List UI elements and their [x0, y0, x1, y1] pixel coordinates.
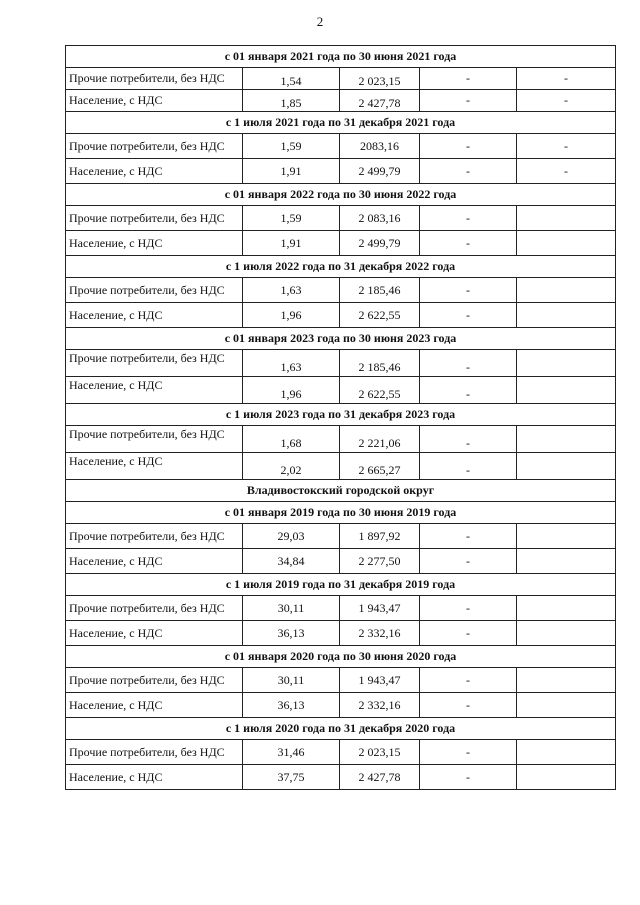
tariff-value-1: 1,63	[243, 278, 340, 303]
tariff-value-2: 2 332,16	[340, 621, 420, 646]
table-row	[66, 350, 616, 377]
tariff-value-3: -	[420, 350, 517, 377]
tariff-value-4	[517, 668, 616, 693]
consumer-category: Население, с НДС	[66, 303, 243, 328]
tariff-value-2: 2 083,16	[340, 206, 420, 231]
tariff-value-1: 1,54	[243, 68, 340, 90]
tariff-value-3: -	[420, 303, 517, 328]
period-header-row	[66, 574, 616, 596]
tariff-value-1: 29,03	[243, 524, 340, 549]
tariff-value-2: 2 023,15	[340, 68, 420, 90]
tariff-value-1: 1,96	[243, 303, 340, 328]
tariff-value-3: -	[420, 740, 517, 765]
period-header-row	[66, 112, 616, 134]
tariff-value-2: 2 185,46	[340, 350, 420, 377]
tariff-value-2: 2 332,16	[340, 693, 420, 718]
tariff-value-2: 2 427,78	[340, 90, 420, 112]
tariff-value-2: 2 221,06	[340, 426, 420, 453]
period-header-row	[66, 328, 616, 350]
consumer-category: Прочие потребители, без НДС	[66, 740, 243, 765]
tariff-value-3: -	[420, 693, 517, 718]
district-header-row	[66, 480, 616, 502]
tariff-value-1: 36,13	[243, 693, 340, 718]
tariff-value-4	[517, 278, 616, 303]
tariff-value-1: 1,91	[243, 159, 340, 184]
district-header: Владивостокский городской округ	[66, 480, 616, 502]
tariff-value-4	[517, 740, 616, 765]
consumer-category: Прочие потребители, без НДС	[66, 206, 243, 231]
tariff-value-4: -	[517, 134, 616, 159]
tariff-value-1: 1,96	[243, 377, 340, 404]
table-row	[66, 596, 616, 621]
table-row	[66, 303, 616, 328]
consumer-category: Население, с НДС	[66, 231, 243, 256]
tariff-value-3: -	[420, 765, 517, 790]
tariff-value-4	[517, 621, 616, 646]
table-row	[66, 134, 616, 159]
tariff-value-2: 2 277,50	[340, 549, 420, 574]
tariff-value-4	[517, 426, 616, 453]
period-header-row	[66, 46, 616, 68]
tariff-table	[65, 45, 616, 790]
tariff-value-2: 1 943,47	[340, 596, 420, 621]
tariff-value-3: -	[420, 377, 517, 404]
table-row	[66, 278, 616, 303]
tariff-value-4: -	[517, 90, 616, 112]
table-row	[66, 740, 616, 765]
tariff-value-4	[517, 350, 616, 377]
period-header: с 01 января 2020 года по 30 июня 2020 года	[66, 646, 616, 668]
consumer-category: Прочие потребители, без НДС	[66, 426, 243, 453]
tariff-value-1: 1,63	[243, 350, 340, 377]
tariff-value-4	[517, 303, 616, 328]
tariff-value-1: 30,11	[243, 596, 340, 621]
tariff-value-3: -	[420, 134, 517, 159]
tariff-value-1: 2,02	[243, 453, 340, 480]
tariff-value-4: -	[517, 159, 616, 184]
period-header-row	[66, 184, 616, 206]
tariff-value-2: 2 622,55	[340, 303, 420, 328]
consumer-category: Прочие потребители, без НДС	[66, 68, 243, 90]
tariff-value-1: 1,85	[243, 90, 340, 112]
consumer-category: Население, с НДС	[66, 90, 243, 112]
consumer-category: Население, с НДС	[66, 765, 243, 790]
period-header: с 1 июля 2021 года по 31 декабря 2021 года	[66, 112, 616, 134]
tariff-value-1: 1,68	[243, 426, 340, 453]
period-header: с 1 июля 2020 года по 31 декабря 2020 года	[66, 718, 616, 740]
tariff-value-1: 1,91	[243, 231, 340, 256]
tariff-value-4	[517, 693, 616, 718]
tariff-value-3: -	[420, 426, 517, 453]
consumer-category: Прочие потребители, без НДС	[66, 134, 243, 159]
tariff-value-2: 2 023,15	[340, 740, 420, 765]
period-header: с 01 января 2019 года по 30 июня 2019 года	[66, 502, 616, 524]
tariff-value-2: 2 622,55	[340, 377, 420, 404]
consumer-category: Население, с НДС	[66, 453, 243, 480]
tariff-value-1: 36,13	[243, 621, 340, 646]
period-header-row	[66, 256, 616, 278]
tariff-value-4	[517, 549, 616, 574]
tariff-value-4	[517, 596, 616, 621]
consumer-category: Прочие потребители, без НДС	[66, 668, 243, 693]
consumer-category: Прочие потребители, без НДС	[66, 278, 243, 303]
tariff-value-3: -	[420, 596, 517, 621]
tariff-value-3: -	[420, 668, 517, 693]
tariff-value-2: 2 665,27	[340, 453, 420, 480]
table-row	[66, 549, 616, 574]
tariff-value-3: -	[420, 278, 517, 303]
consumer-category: Прочие потребители, без НДС	[66, 524, 243, 549]
tariff-value-4	[517, 206, 616, 231]
tariff-value-2: 1 897,92	[340, 524, 420, 549]
tariff-value-3: -	[420, 90, 517, 112]
tariff-value-2: 2 427,78	[340, 765, 420, 790]
tariff-value-3: -	[420, 206, 517, 231]
tariff-value-4	[517, 231, 616, 256]
table-row	[66, 206, 616, 231]
table-row	[66, 453, 616, 480]
consumer-category: Население, с НДС	[66, 621, 243, 646]
table-row	[66, 90, 616, 112]
table-row	[66, 377, 616, 404]
tariff-value-3: -	[420, 68, 517, 90]
period-header: с 01 января 2021 года по 30 июня 2021 года	[66, 46, 616, 68]
tariff-value-4	[517, 453, 616, 480]
table-row	[66, 426, 616, 453]
tariff-value-1: 1,59	[243, 134, 340, 159]
period-header-row	[66, 502, 616, 524]
period-header: с 1 июля 2023 года по 31 декабря 2023 года	[66, 404, 616, 426]
period-header: с 1 июля 2019 года по 31 декабря 2019 года	[66, 574, 616, 596]
period-header: с 01 января 2023 года по 30 июня 2023 года	[66, 328, 616, 350]
tariff-value-1: 37,75	[243, 765, 340, 790]
tariff-value-2: 1 943,47	[340, 668, 420, 693]
page-number: 2	[316, 14, 324, 29]
tariff-value-3: -	[420, 524, 517, 549]
tariff-value-1: 30,11	[243, 668, 340, 693]
tariff-value-2: 2 499,79	[340, 231, 420, 256]
tariff-value-4	[517, 524, 616, 549]
tariff-value-4	[517, 377, 616, 404]
table-row	[66, 621, 616, 646]
table-row	[66, 68, 616, 90]
tariff-value-3: -	[420, 231, 517, 256]
tariff-value-2: 2 499,79	[340, 159, 420, 184]
period-header-row	[66, 404, 616, 426]
table-row	[66, 231, 616, 256]
consumer-category: Население, с НДС	[66, 377, 243, 404]
consumer-category: Население, с НДС	[66, 693, 243, 718]
tariff-value-4: -	[517, 68, 616, 90]
table-row	[66, 524, 616, 549]
period-header: с 01 января 2022 года по 30 июня 2022 года	[66, 184, 616, 206]
table-row	[66, 693, 616, 718]
tariff-value-1: 34,84	[243, 549, 340, 574]
table-row	[66, 159, 616, 184]
consumer-category: Население, с НДС	[66, 549, 243, 574]
tariff-value-3: -	[420, 549, 517, 574]
table-row	[66, 668, 616, 693]
period-header: с 1 июля 2022 года по 31 декабря 2022 года	[66, 256, 616, 278]
consumer-category: Прочие потребители, без НДС	[66, 596, 243, 621]
tariff-value-3: -	[420, 159, 517, 184]
tariff-value-2: 2 185,46	[340, 278, 420, 303]
tariff-value-1: 1,59	[243, 206, 340, 231]
tariff-value-1: 31,46	[243, 740, 340, 765]
tariff-value-3: -	[420, 453, 517, 480]
tariff-value-3: -	[420, 621, 517, 646]
consumer-category: Население, с НДС	[66, 159, 243, 184]
period-header-row	[66, 718, 616, 740]
tariff-value-4	[517, 765, 616, 790]
tariff-value-2: 2083,16	[340, 134, 420, 159]
consumer-category: Прочие потребители, без НДС	[66, 350, 243, 377]
table-row	[66, 765, 616, 790]
period-header-row	[66, 646, 616, 668]
